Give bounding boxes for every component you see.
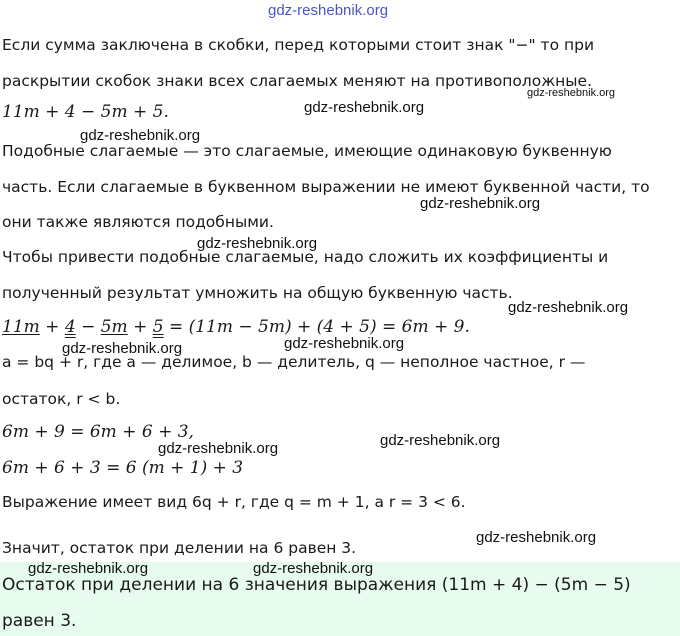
plus-sign: + — [45, 317, 60, 337]
text-line-1: Если сумма заключена в скобки, перед которыми стоит знак "−" то при — [2, 36, 595, 54]
watermark: gdz-reshebnik.org — [420, 195, 541, 212]
text-line-2: раскрытии скобок знаки всех слагаемых меняют на противоположные. — [2, 72, 592, 90]
term-4: 4 — [64, 317, 76, 337]
text-line-8: a = bq + r, где a — делимое, b — делитель, q — неполное частное, r — — [2, 353, 586, 371]
watermark: gdz-reshebnik.org — [304, 99, 425, 116]
watermark: gdz-reshebnik.org — [527, 87, 616, 99]
text-line-10: Выражение имеет вид 6q + r, где q = m + 1, а r = 3 < 6. — [2, 493, 466, 511]
watermark: gdz-reshebnik.org — [62, 340, 183, 357]
math-line-3: 6m + 9 = 6m + 6 + 3, — [2, 422, 194, 442]
math-line-1: 11m + 4 − 5m + 5. — [2, 102, 169, 122]
watermark: gdz-reshebnik.org — [158, 440, 279, 457]
watermark: gdz-reshebnik.org — [28, 560, 149, 577]
equation-rest: = (11m − 5m) + (4 + 5) = 6m + 9. — [168, 317, 470, 337]
watermark: gdz-reshebnik.org — [197, 235, 318, 252]
math-line-4: 6m + 6 + 3 = 6 (m + 1) + 3 — [2, 458, 244, 478]
text-line-3: Подобные слагаемые — это слагаемые, имеющие одинаковую буквенную — [2, 142, 612, 160]
term-5: 5 — [152, 317, 164, 337]
watermark: gdz-reshebnik.org — [253, 560, 374, 577]
minus-sign: − — [81, 317, 96, 337]
text-line-4: часть. Если слагаемые в буквенном выражении не имеют буквенной части, то — [2, 178, 650, 196]
text-line-9: остаток, r < b. — [2, 390, 121, 408]
answer-line-1: Остаток при делении на 6 значения выражения (11m + 4) − (5m − 5) — [2, 575, 631, 595]
plus-sign: + — [133, 317, 148, 337]
watermark-top: gdz-reshebnik.org — [268, 2, 389, 19]
watermark: gdz-reshebnik.org — [284, 335, 405, 352]
watermark: gdz-reshebnik.org — [476, 529, 597, 546]
watermark: gdz-reshebnik.org — [380, 432, 501, 449]
term-11m: 11m — [2, 317, 40, 337]
text-line-11: Значит, остаток при делении на 6 равен 3. — [2, 539, 357, 557]
term-5m: 5m — [100, 317, 128, 337]
answer-line-2: равен 3. — [2, 611, 77, 631]
watermark: gdz-reshebnik.org — [80, 127, 201, 144]
text-line-5: они также являются подобными. — [2, 213, 274, 231]
watermark: gdz-reshebnik.org — [508, 299, 629, 316]
text-line-6: Чтобы привести подобные слагаемые, надо сложить их коэффициенты и — [2, 248, 609, 266]
text-line-7: полученный результат умножить на общую буквенную часть. — [2, 284, 513, 302]
